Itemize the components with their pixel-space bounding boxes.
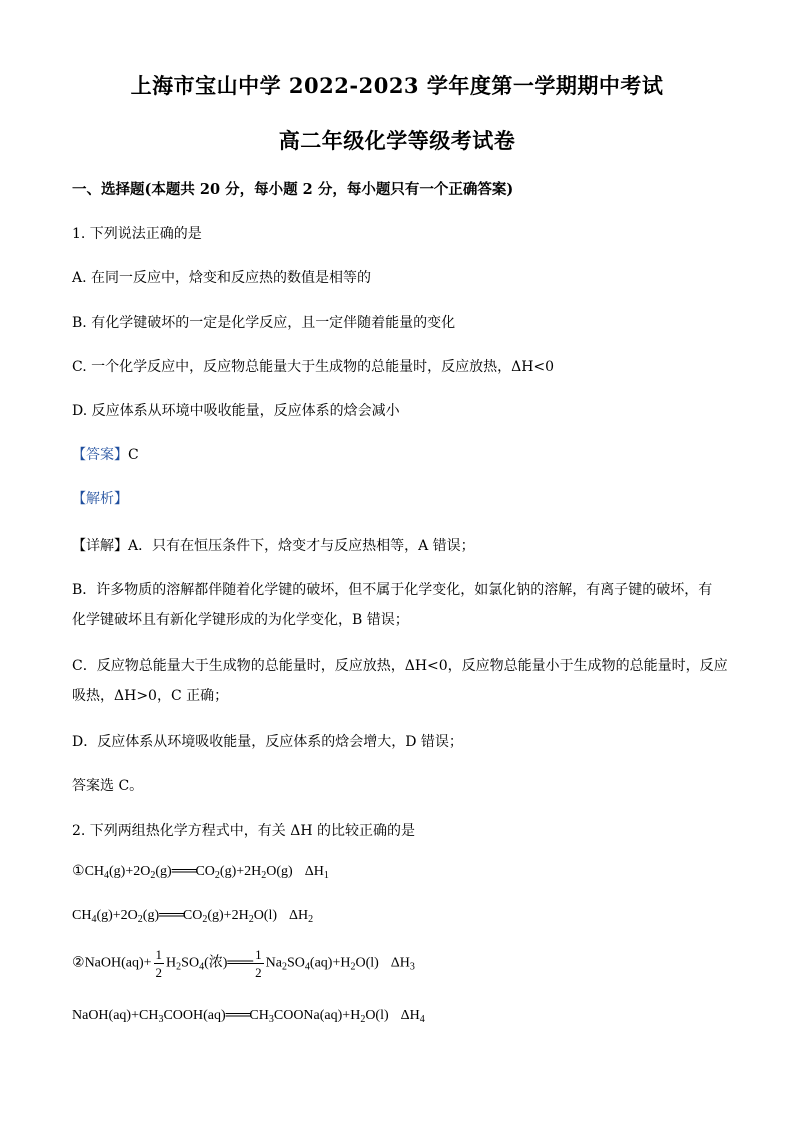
eq2-sub: 2 <box>137 914 143 925</box>
eq4-sub: 3 <box>158 1014 164 1025</box>
q1-stem: 1. 下列说法正确的是 <box>72 226 202 242</box>
q1-answer <box>72 444 722 464</box>
analysis-label: 【解析】 <box>72 491 128 507</box>
eq4-part: NaOH(aq)+CH <box>72 1008 159 1023</box>
q1-detail-d: D．反应体系从环境吸收能量，反应体系的焓会增大，D 错误； <box>72 734 463 750</box>
section-heading: 一、选择题(本题共 20 分，每小题 2 分，每小题只有一个正确答案) <box>72 181 514 198</box>
eq3-part: (浓) <box>204 955 228 971</box>
detail-a-text: A．只有在恒压条件下，焓变才与反应热相等，A 错误； <box>128 538 475 554</box>
q2-equation-2 <box>72 908 722 925</box>
eq3-sub: 4 <box>199 961 205 973</box>
fraction-numerator: 1 <box>155 947 163 962</box>
eq2-part: (g)+2O <box>96 908 138 923</box>
eq1-part: CO <box>195 864 215 879</box>
q2-stem: 2. 下列两组热化学方程式中，有关 ΔH 的比较正确的是 <box>72 823 416 839</box>
eq3-fraction <box>154 948 165 979</box>
eq4-sub: 4 <box>419 1014 425 1025</box>
eq3-sub: 2 <box>282 961 287 973</box>
q1-detail-b2: 化学键破坏且有新化学键形成的为化学变化，B 错误； <box>72 612 409 628</box>
eq3-dh: ΔH <box>390 955 410 971</box>
eq1-dh: ΔH <box>304 864 324 879</box>
eq3-sub: 2 <box>176 961 182 973</box>
eq1-sub: 1 <box>323 870 329 881</box>
eq1-marker: ① <box>72 864 85 879</box>
eq3-sub: 2 <box>350 961 356 973</box>
eq2-part: O(l) <box>253 908 278 923</box>
q1-detail-a <box>72 535 722 555</box>
q2-equation-4 <box>72 1008 722 1025</box>
eq3-fraction-2 <box>253 948 264 979</box>
eq4-arrow: ═══ <box>225 1008 250 1023</box>
detail-label: 【详解】 <box>72 538 128 554</box>
eq2-part: CO <box>182 908 203 923</box>
eq4-sub: 3 <box>268 1014 274 1025</box>
eq3-part: SO <box>181 955 200 971</box>
eq4-part: COONa(aq)+H <box>273 1008 361 1023</box>
eq2-sub: 2 <box>248 914 254 925</box>
eq1-part: O(g) <box>266 864 293 879</box>
eq4-part: COOH(aq) <box>163 1008 226 1023</box>
eq1-sub: 4 <box>104 870 110 881</box>
eq4-dh: ΔH <box>400 1008 420 1023</box>
q1-option-a: A. 在同一反应中，焓变和反应热的数值是相等的 <box>72 270 372 286</box>
q1-option-c: C. 一个化学反应中，反应物总能量大于生成物的总能量时，反应放热，ΔH<0 <box>72 359 555 375</box>
exam-title: 上海市宝山中学 2022-2023 学年度第一学期期中考试 <box>130 73 664 98</box>
eq1-part: (g)+2O <box>109 864 151 879</box>
eq4-part: CH <box>249 1008 269 1023</box>
eq2-sub: 2 <box>202 914 208 925</box>
fraction-denominator: 2 <box>155 965 163 980</box>
eq4-part: O(l) <box>365 1008 389 1023</box>
fraction-denominator: 2 <box>255 965 262 980</box>
q1-option-b: B. 有化学键破坏的一定是化学反应，且一定伴随着能量的变化 <box>72 315 456 331</box>
eq3-part: NaOH(aq)+ <box>84 955 152 971</box>
eq3-arrow: ═══ <box>227 955 252 971</box>
eq2-part: (g)+2H <box>207 908 249 923</box>
eq3-part: (aq)+H <box>309 955 351 971</box>
eq2-sub: 2 <box>308 914 314 925</box>
eq3-part: H <box>166 955 177 971</box>
eq2-part: (g) <box>142 908 160 923</box>
eq2-sub: 4 <box>91 914 97 925</box>
eq3-part: SO <box>287 955 305 971</box>
eq1-sub: 2 <box>150 870 156 881</box>
q1-detail-c2: 吸热，ΔH>0，C 正确； <box>72 688 229 704</box>
exam-subtitle: 高二年级化学等级考试卷 <box>278 128 516 153</box>
q1-conclusion: 答案选 C。 <box>72 778 144 794</box>
q1-analysis <box>72 488 722 508</box>
eq2-arrow: ═══ <box>159 908 183 923</box>
eq1-part: (g)+2H <box>219 864 262 879</box>
answer-label: 【答案】 <box>72 447 128 463</box>
eq3-sub: 3 <box>409 961 415 973</box>
eq3-marker: ② <box>72 955 85 971</box>
fraction-numerator: 1 <box>255 947 262 962</box>
q1-option-d: D. 反应体系从环境中吸收能量，反应体系的焓会减小 <box>72 403 400 419</box>
eq1-part: CH <box>84 864 105 879</box>
eq3-part: O(l) <box>355 955 379 971</box>
q2-equation-1 <box>72 863 722 881</box>
eq1-sub: 2 <box>214 870 220 881</box>
eq2-dh: ΔH <box>289 908 309 923</box>
eq4-sub: 2 <box>360 1014 366 1025</box>
q1-detail-b1: B．许多物质的溶解都伴随着化学键的破坏，但不属于化学变化，如氯化钠的溶解，有离子键的破坏，有 <box>72 582 713 598</box>
eq1-sub: 2 <box>261 870 267 881</box>
q2-equation-3 <box>72 948 722 979</box>
q1-detail-c1: C．反应物总能量大于生成物的总能量时，反应放热，ΔH<0，反应物总能量小于生成物的总能量时，反应 <box>72 658 728 674</box>
answer-value: C <box>128 447 139 463</box>
eq1-part: (g) <box>155 864 172 879</box>
eq3-sub: 4 <box>304 961 310 973</box>
eq2-part: CH <box>72 908 92 923</box>
eq1-arrow: ═══ <box>171 864 196 879</box>
eq3-part: Na <box>265 955 282 971</box>
